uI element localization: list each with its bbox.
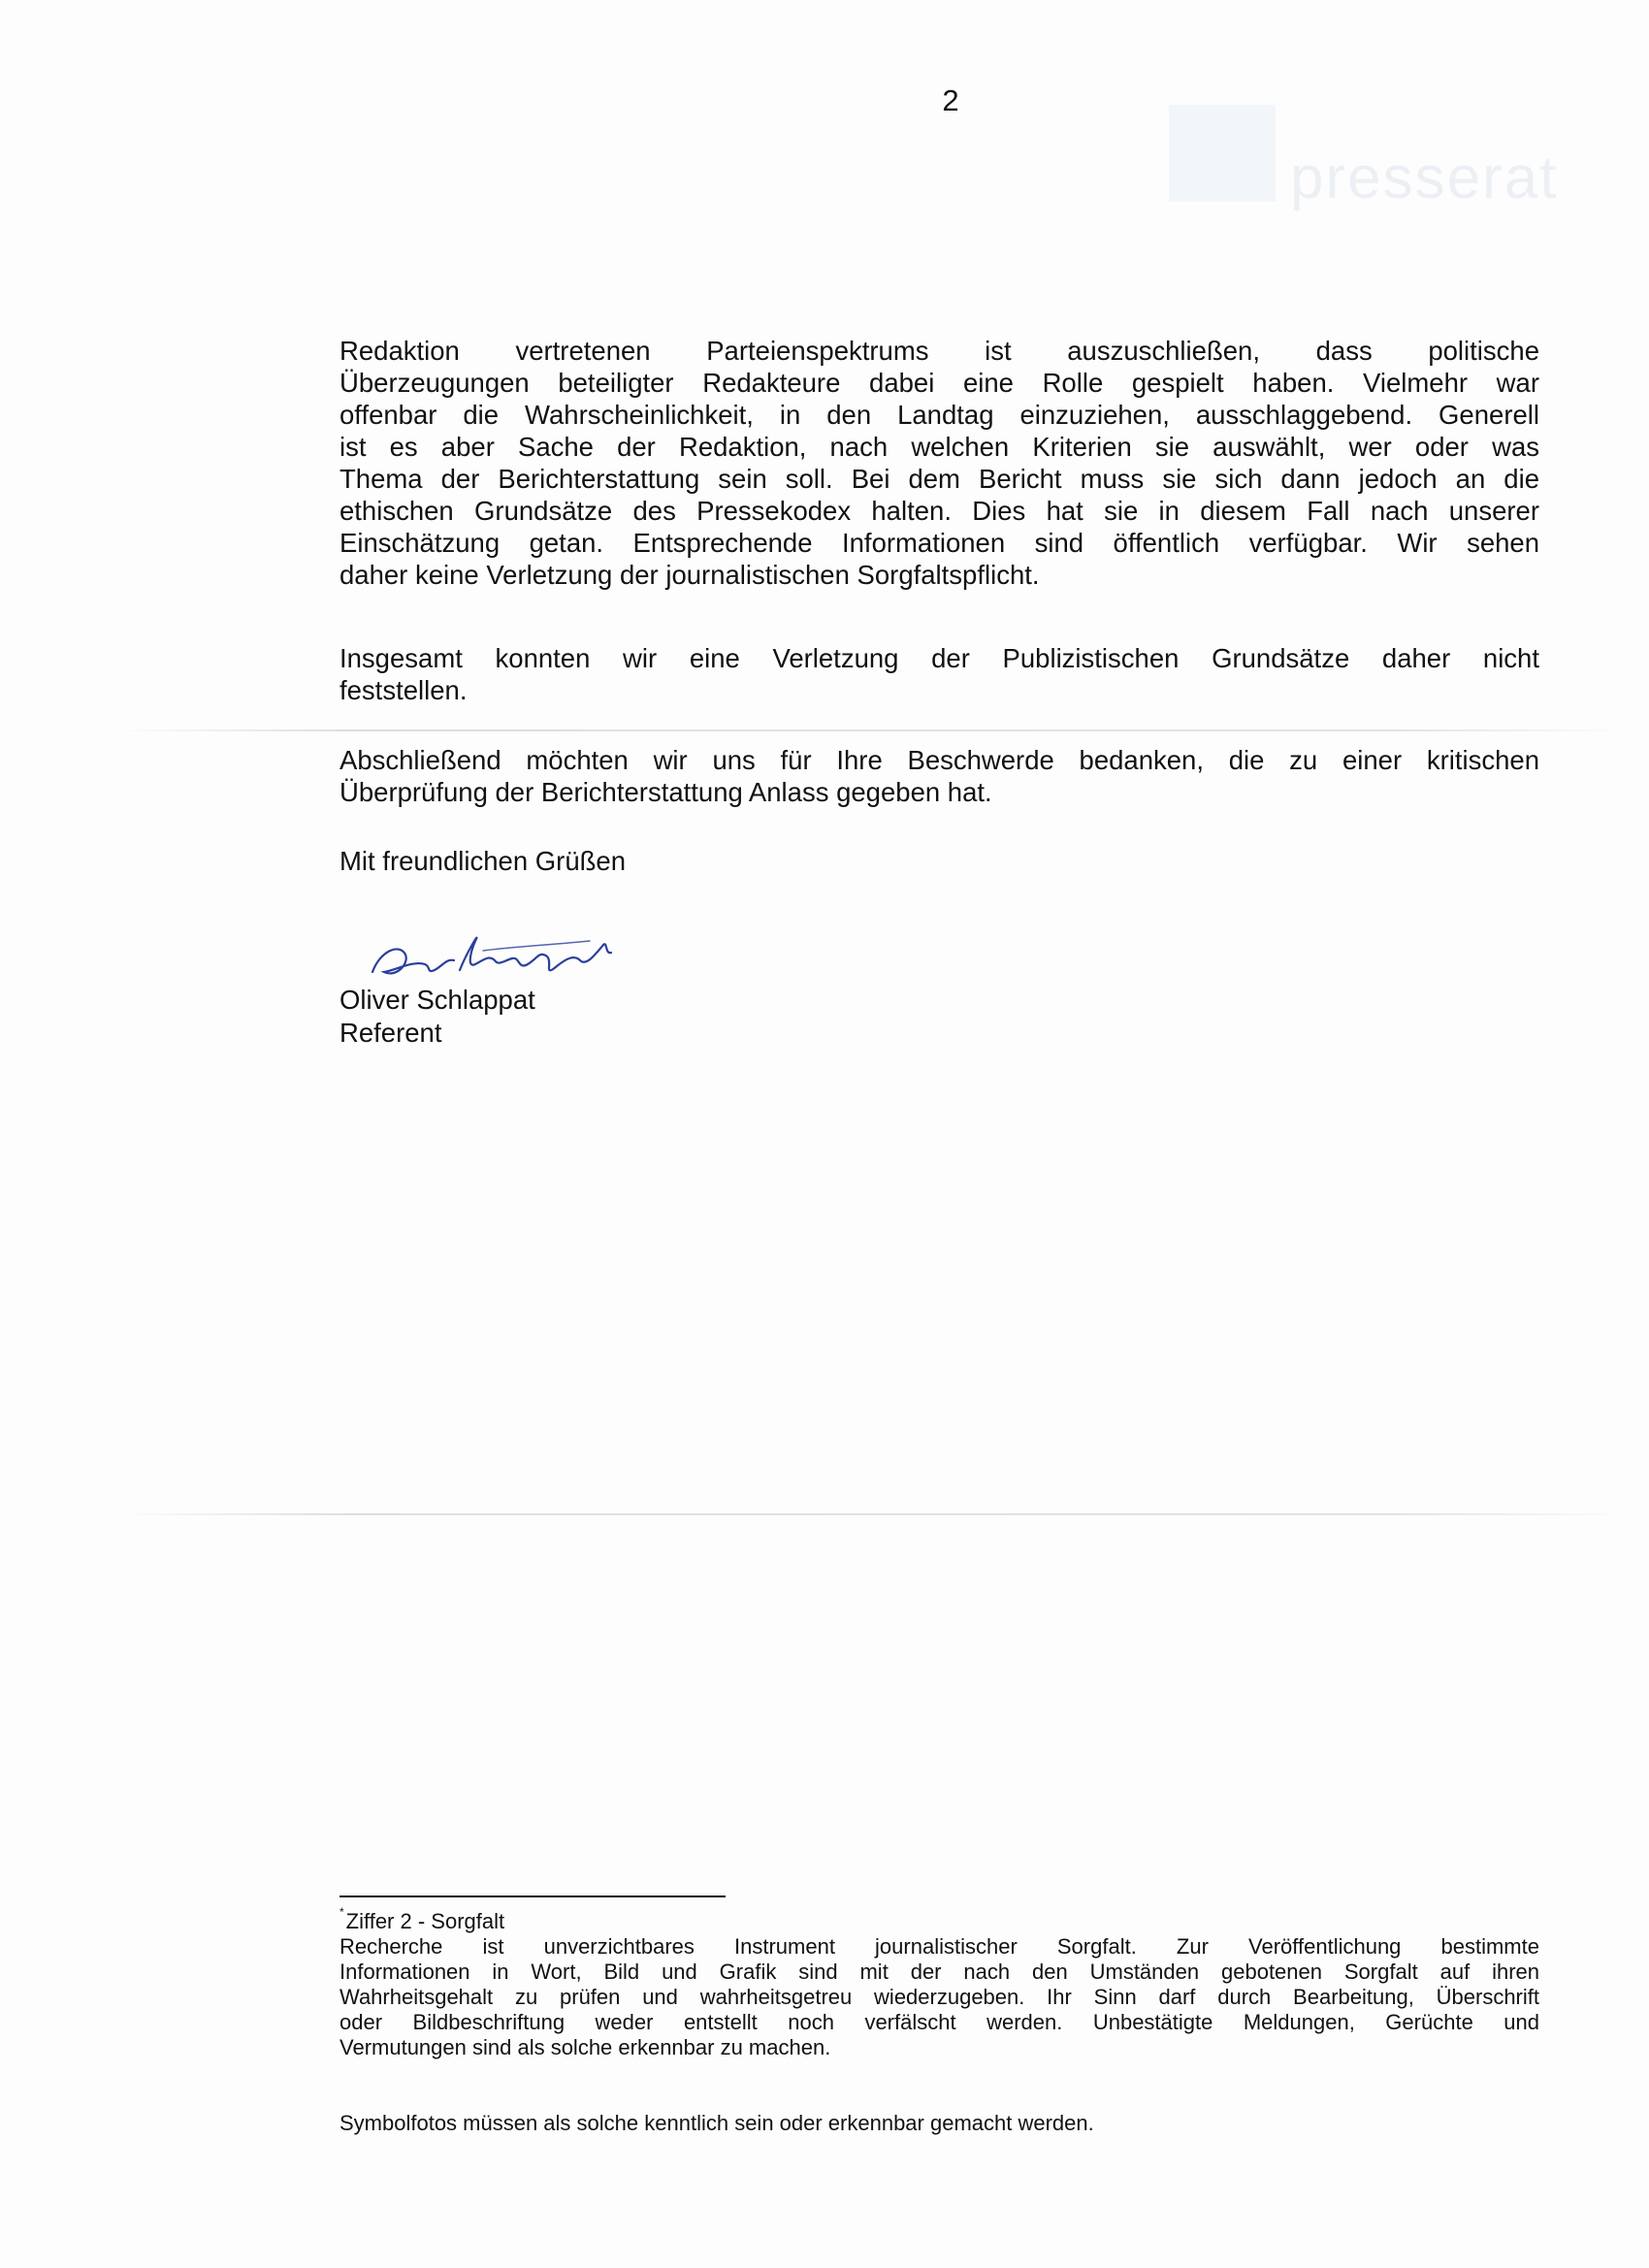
text-line: Überzeugungen beteiligter Redakteure dabei eine Rolle gespielt haben. Vielmehr war xyxy=(340,368,1539,398)
footnote-line: Informationen in Wort, Bild und Grafik sind mit der nach den Umständen gebotenen Sorgfalt auf ihren xyxy=(340,1960,1539,1984)
footnote-line: oder Bildbeschriftung weder entstellt noch verfälscht werden. Unbestätigte Meldungen, Gerüchte und xyxy=(340,2010,1539,2034)
text-line: offenbar die Wahrscheinlichkeit, in den Landtag einzuziehen, ausschlaggebend. Generell xyxy=(340,400,1539,430)
footnote-symbolfotos: Symbolfotos müssen als solche kenntlich sein oder erkennbar gemacht werden. xyxy=(340,2111,1094,2135)
show-through-logo-text: presserat xyxy=(1290,145,1559,211)
fold-line xyxy=(116,729,1630,731)
paragraph-sorgfalt-assessment xyxy=(340,335,1539,591)
text-line: ist es aber Sache der Redaktion, nach welchen Kriterien sie auswählt, wer oder was xyxy=(340,432,1539,462)
footnote-heading xyxy=(340,1905,505,1934)
text-line: Insgesamt konnten wir eine Verletzung der Publizistischen Grundsätze daher nicht xyxy=(340,643,1539,673)
paragraph-conclusion xyxy=(340,642,1539,706)
handwritten-signature xyxy=(367,922,629,994)
closing-greeting: Mit freundlichen Grüßen xyxy=(340,846,626,876)
paragraph-thanks xyxy=(340,744,1539,808)
text-line: ethischen Grundsätze des Pressekodex halten. Dies hat sie in diesem Fall nach unserer xyxy=(340,496,1539,526)
text-line: Thema der Berichterstattung sein soll. Bei dem Bericht muss sie sich dann jedoch an die xyxy=(340,464,1539,494)
footnote-marker: * xyxy=(340,1905,344,1919)
text-line: daher keine Verletzung der journalistischen Sorgfaltspflicht. xyxy=(340,560,1040,590)
text-line: Abschließend möchten wir uns für Ihre Beschwerde bedanken, die zu einer kritischen xyxy=(340,745,1539,775)
footnote-line: Recherche ist unverzichtbares Instrument journalistischer Sorgfalt. Zur Veröffentlichung bestimmte xyxy=(340,1934,1539,1959)
text-line: feststellen. xyxy=(340,675,468,705)
text-line: Einschätzung getan. Entsprechende Informationen sind öffentlich verfügbar. Wir sehen xyxy=(340,528,1539,558)
show-through-logo-mark xyxy=(1169,105,1276,202)
text-line: Redaktion vertretenen Parteienspektrums ist auszuschließen, dass politische xyxy=(340,336,1539,366)
fold-line xyxy=(116,1513,1630,1515)
footnote-heading-text: Ziffer 2 - Sorgfalt xyxy=(345,1909,505,1933)
signer-name: Oliver Schlappat xyxy=(340,985,535,1015)
signer-role: Referent xyxy=(340,1018,442,1048)
footnote-line: Wahrheitsgehalt zu prüfen und wahrheitsgetreu wiederzugeben. Ihr Sinn darf durch Bearbeitung, Überschrift xyxy=(340,1985,1539,2009)
footnote-line: Vermutungen sind als solche erkennbar zu machen. xyxy=(340,2035,831,2059)
footnote-body xyxy=(340,1934,1539,2060)
page-number: 2 xyxy=(942,83,959,117)
text-line: Überprüfung der Berichterstattung Anlass gegeben hat. xyxy=(340,777,992,807)
footnote-separator xyxy=(340,1895,726,1897)
